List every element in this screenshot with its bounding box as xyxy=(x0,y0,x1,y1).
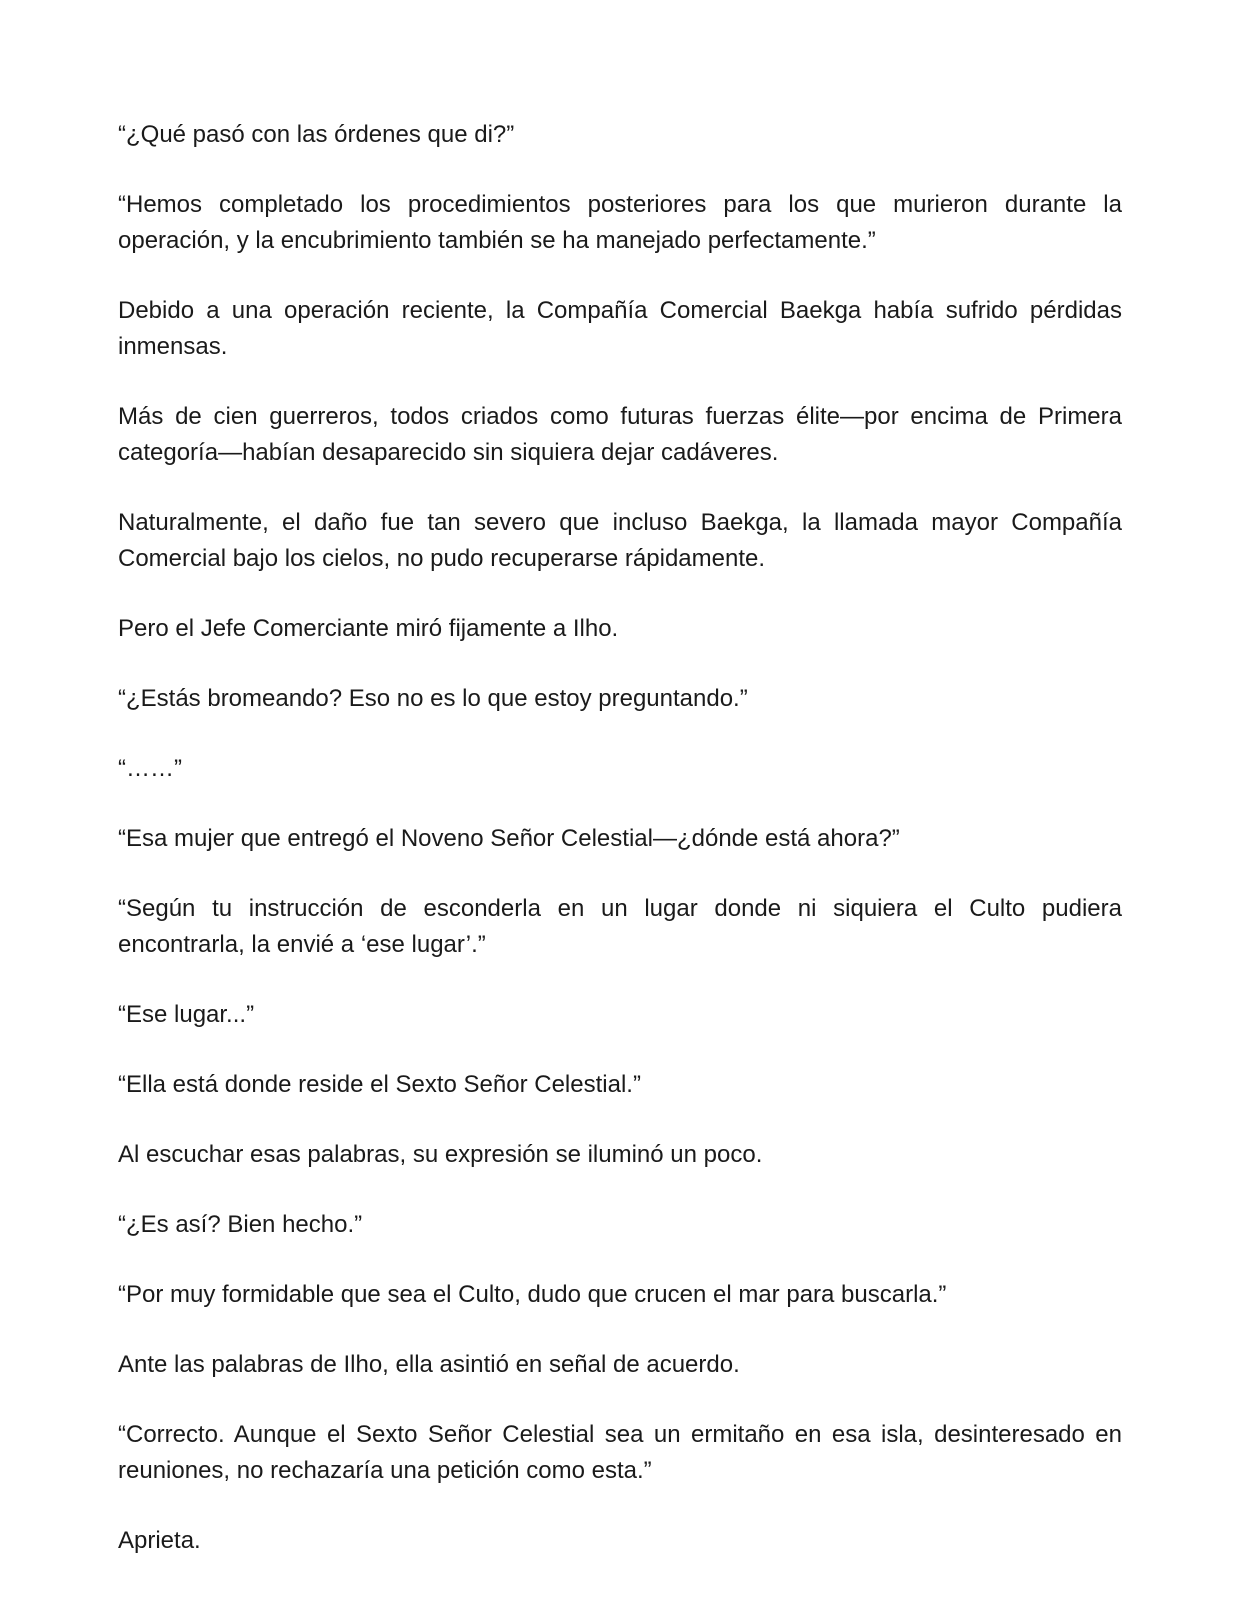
paragraph-9: “Esa mujer que entregó el Noveno Señor Celestial—¿dónde está ahora?” xyxy=(118,825,900,852)
paragraph-11: “Ese lugar...” xyxy=(118,1001,255,1028)
paragraph-10: “Según tu instrucción de esconderla en un lugar donde ni siquiera el Culto pudiera encontrarla, la envié a ‘ese lugar’.” xyxy=(118,895,1122,958)
paragraph-13: Al escuchar esas palabras, su expresión se iluminó un poco. xyxy=(118,1141,763,1168)
paragraph-15: “Por muy formidable que sea el Culto, dudo que crucen el mar para buscarla.” xyxy=(118,1281,947,1308)
paragraph-8: “……” xyxy=(118,755,182,782)
paragraph-16: Ante las palabras de Ilho, ella asintió en señal de acuerdo. xyxy=(118,1351,740,1378)
paragraph-4: Más de cien guerreros, todos criados como futuras fuerzas élite—por encima de Primera categoría—habían desaparecido sin siquiera dejar cadáveres. xyxy=(118,403,1122,466)
paragraph-12: “Ella está donde reside el Sexto Señor Celestial.” xyxy=(118,1071,641,1098)
paragraph-3: Debido a una operación reciente, la Compañía Comercial Baekga había sufrido pérdidas inmensas. xyxy=(118,297,1122,360)
paragraph-18: Aprieta. xyxy=(118,1527,201,1554)
paragraph-17: “Correcto. Aunque el Sexto Señor Celestial sea un ermitaño en esa isla, desinteresado en reuniones, no rechazaría una petición como esta.” xyxy=(118,1421,1122,1484)
paragraph-7: “¿Estás bromeando? Eso no es lo que estoy preguntando.” xyxy=(118,685,748,712)
document-body xyxy=(118,117,1122,1559)
paragraph-2: “Hemos completado los procedimientos posteriores para los que murieron durante la operación, y la encubrimiento también se ha manejado perfectamente.” xyxy=(118,191,1122,254)
paragraph-5: Naturalmente, el daño fue tan severo que incluso Baekga, la llamada mayor Compañía Comercial bajo los cielos, no pudo recuperarse rápidamente. xyxy=(118,509,1122,572)
paragraph-6: Pero el Jefe Comerciante miró fijamente a Ilho. xyxy=(118,615,619,642)
paragraph-14: “¿Es así? Bien hecho.” xyxy=(118,1211,363,1238)
paragraph-1: “¿Qué pasó con las órdenes que di?” xyxy=(118,121,515,148)
